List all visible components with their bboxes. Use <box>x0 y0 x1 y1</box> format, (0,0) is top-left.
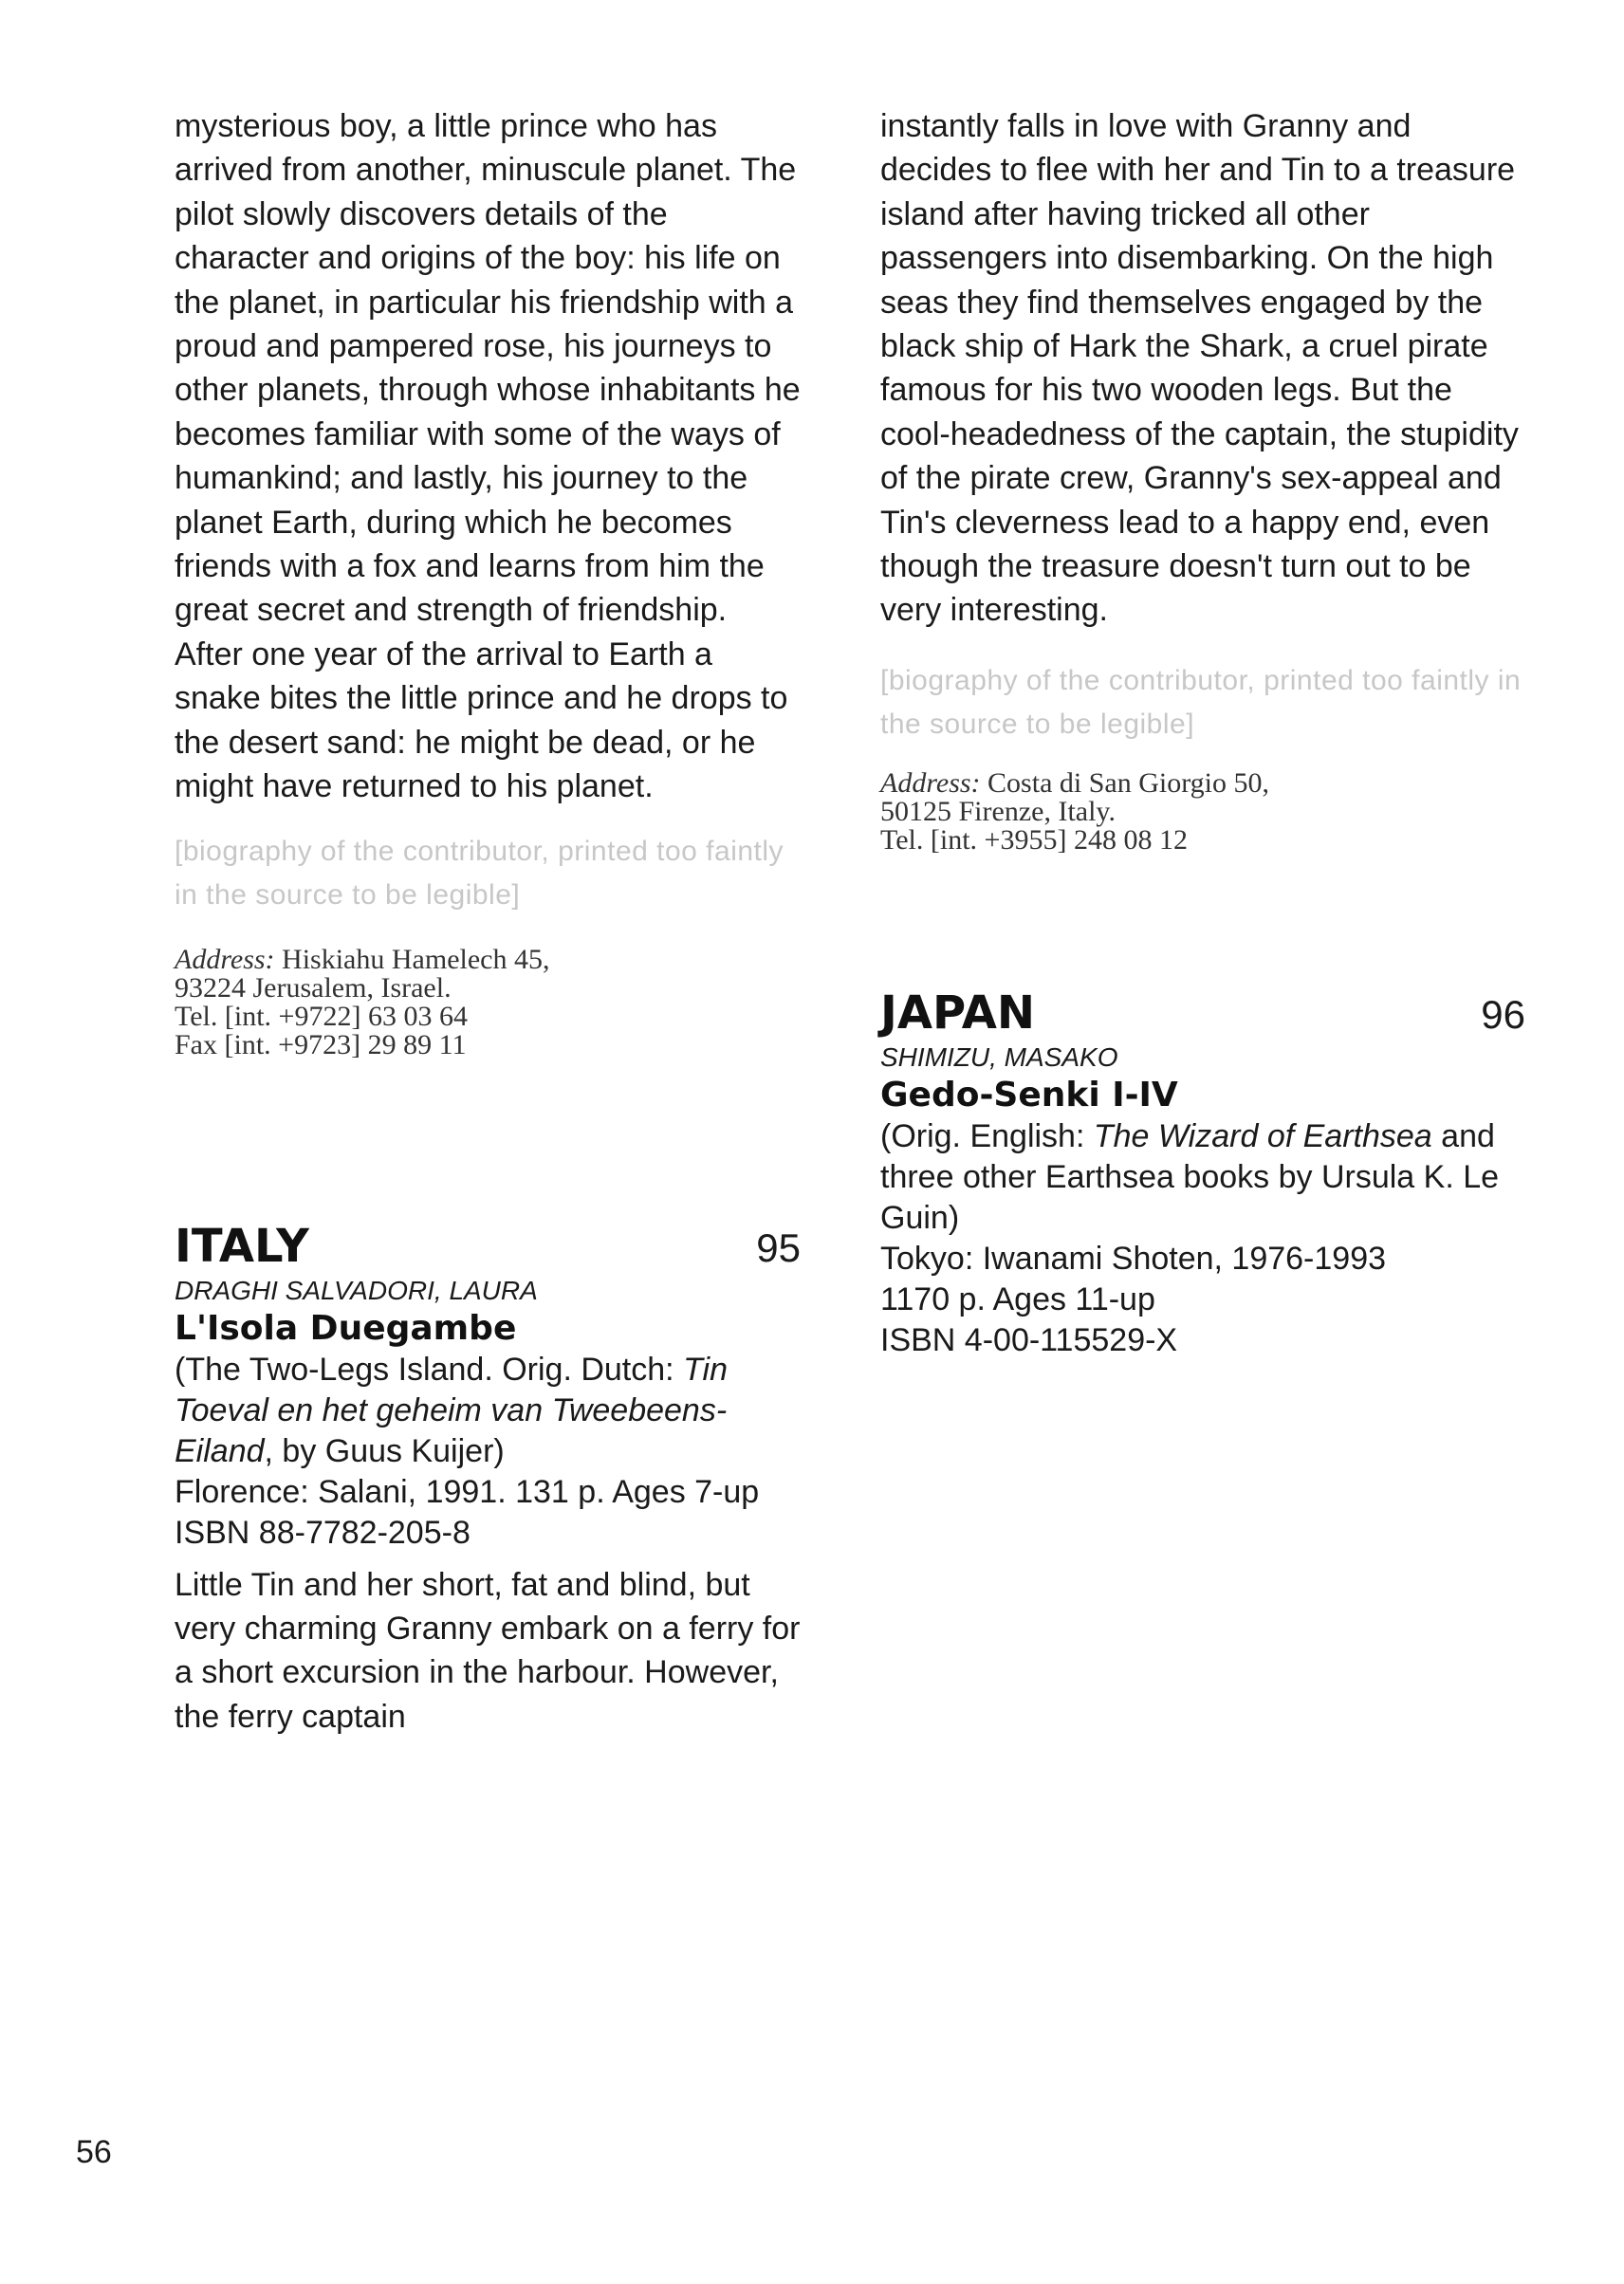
book-title: Gedo-Senki I-IV <box>880 1075 1178 1114</box>
isbn: ISBN 88-7782-205-8 <box>175 1514 471 1551</box>
continued-review-text: instantly falls in love with Granny and decides to flee with her and Tin to a treasure island after having tricked all other passengers into disembarking. On the high seas they find themselves engaged by the black ship of Hark the Shark, a cruel pirate famous for his two wooden legs. But the cool-headedness of the captain, the stupidity of the pirate crew, Granny's sex-appeal and Tin's cleverness lead to a happy end, even though the treasure doesn't turn out to be very interesting. <box>880 108 1519 629</box>
book-entry-japan <box>880 987 1525 1361</box>
book-title: L'Isola Duegambe <box>175 1308 517 1348</box>
contributor-address <box>880 766 1525 856</box>
isbn: ISBN 4-00-115529-X <box>880 1321 1178 1358</box>
address-label: Address: <box>880 766 981 799</box>
original-title: Tin Toeval en het geheim van Tweebeens-Eiland <box>175 1351 728 1469</box>
address-label: Address: <box>175 943 275 975</box>
address-fax: Fax [int. +9723] 29 89 11 <box>175 1028 467 1060</box>
page-number: 56 <box>76 2134 112 2170</box>
right-column <box>880 104 1525 1361</box>
address-phone: Tel. [int. +3955] 248 08 12 <box>880 823 1188 856</box>
author-name: DRAGHI SALVADORI, LAURA <box>175 1275 538 1305</box>
address-line: Hiskiahu Hamelech 45, <box>282 943 550 975</box>
book-description: Little Tin and her short, fat and blind, but very charming Granny embark on a ferry for a short excursion in the harbour. However, the ferry captain <box>175 1566 801 1735</box>
author-surname: SHIMIZU <box>880 1041 990 1072</box>
original-edition-note: (The Two-Legs Island. Orig. Dutch: Tin Toeval en het geheim van Tweebeens-Eiland, by Guus Kuijer) <box>175 1351 728 1469</box>
author-surname: DRAGHI SALVADORI <box>175 1275 434 1305</box>
address-line: Costa di San Giorgio 50, <box>987 766 1269 799</box>
entry-heading <box>175 1221 801 1274</box>
page-count-ages: 1170 p. Ages 11-up <box>880 1280 1155 1317</box>
original-edition-note: (Orig. English: The Wizard of Earthsea and three other Earthsea books by Ursula K. Le Guin) <box>880 1117 1500 1236</box>
address-line: 93224 Jerusalem, Israel. <box>175 971 452 1004</box>
address-phone: Tel. [int. +9722] 63 03 64 <box>175 1000 468 1032</box>
author-given-name: LAURA <box>449 1275 538 1305</box>
contributor-bio-faded: [biography of the contributor, printed too faintly in the source to be legible] <box>175 835 784 911</box>
author-name: SHIMIZU, MASAKO <box>880 1041 1118 1072</box>
entry-number: 96 <box>1481 991 1525 1037</box>
publication-details: Tokyo: Iwanami Shoten, 1976-1993 <box>880 1240 1387 1277</box>
author-given-name: MASAKO <box>1004 1041 1118 1072</box>
country-heading: ITALY <box>175 1219 309 1273</box>
continued-review-text: mysterious boy, a little prince who has arrived from another, minuscule planet. The pilot slowly discovers details of the character and origins of the boy: his life on the planet, in particular his friendship with a proud and pampered rose, his journeys to other planets, through whose inhabitants he becomes familiar with some of the ways of humankind; and lastly, his journey to the planet Earth, during which he becomes friends with a fox and learns from him the great secret and strength of friendship. After one year of the arrival to Earth a snake bites the little prince and he drops to the desert sand: he might be dead, or he might have returned to his planet. <box>175 108 801 805</box>
country-heading: JAPAN <box>880 985 1036 1040</box>
original-title: The Wizard of Earthsea <box>1093 1117 1432 1154</box>
entry-number: 95 <box>756 1225 801 1270</box>
contributor-address <box>175 943 801 1060</box>
publication-details: Florence: Salani, 1991. 131 p. Ages 7-up <box>175 1473 760 1510</box>
contributor-bio-faded: [biography of the contributor, printed too faintly in the source to be legible] <box>880 664 1522 740</box>
left-column <box>175 104 801 1739</box>
book-entry-italy <box>175 1221 801 1740</box>
address-line: 50125 Firenze, Italy. <box>880 795 1116 827</box>
entry-heading <box>880 987 1525 1041</box>
